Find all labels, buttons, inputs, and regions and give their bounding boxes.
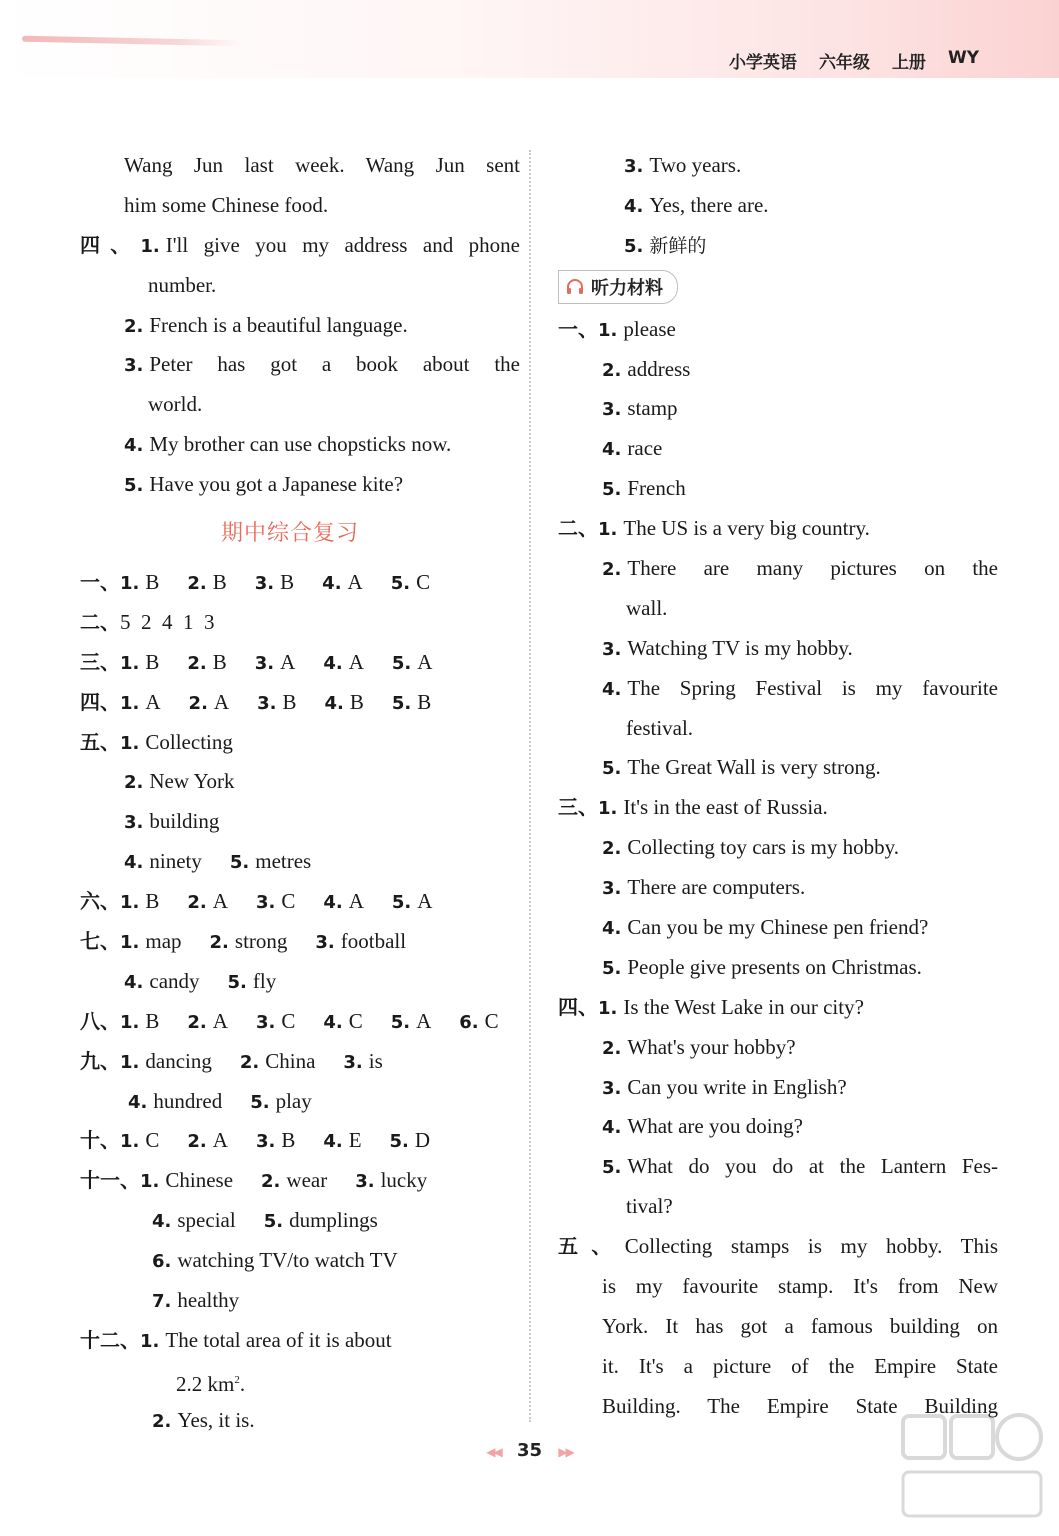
answer-line: 2. Yes, it is. <box>152 1407 255 1432</box>
listening-section-tag <box>558 270 678 304</box>
answer-line: 2. What's your hobby? <box>602 1034 796 1059</box>
answer-line: 3. Watching TV is my hobby. <box>602 635 853 660</box>
answer-line: 四、1. I'll give you my address and phone <box>80 232 520 257</box>
answer-line: 5. Have you got a Japanese kite? <box>124 472 404 497</box>
answer-line: 二、5 2 4 1 3 <box>80 609 215 634</box>
answer-line: him some Chinese food. <box>124 192 329 217</box>
answer-line: 五、1. Collecting <box>80 729 233 754</box>
double-right-arrow-icon: ▶▶ <box>558 1445 573 1459</box>
answer-line: Building. The Empire State Building <box>602 1393 998 1418</box>
answer-line: 4. What are you doing? <box>602 1114 803 1139</box>
answer-line: 十、1. C 2. A 3. B 4. E 5. D <box>80 1128 431 1153</box>
answer-line: 4. Can you be my Chinese pen friend? <box>602 915 929 940</box>
answer-line: 2. address <box>602 356 691 381</box>
right-column <box>558 146 998 1427</box>
answer-line: 三、1. B 2. B 3. A 4. A 5. A <box>80 649 433 674</box>
answer-line: 二、1. The US is a very big country. <box>558 516 870 541</box>
answer-line: 六、1. B 2. A 3. C 4. A 5. A <box>80 889 433 914</box>
double-left-arrow-icon: ◀◀ <box>486 1445 501 1459</box>
answer-line: York. It has got a famous building on <box>602 1313 998 1338</box>
header-edition: WY <box>947 48 979 68</box>
review-section-title: 期中综合复习 <box>220 521 359 547</box>
answer-line: is my favourite stamp. It's from New <box>602 1274 998 1299</box>
answer-line: 3. building <box>124 809 220 834</box>
answer-line: 2. There are many pictures on the <box>602 556 998 581</box>
answer-line: 2.2 $km^2$. <box>176 1371 246 1396</box>
header-info <box>729 48 979 73</box>
watermark-logo <box>897 1406 1047 1526</box>
answer-line: tival? <box>626 1194 673 1219</box>
answer-line: 三、1. It's in the east of Russia. <box>558 795 828 820</box>
answer-line: 4. My brother can use chopsticks now. <box>124 432 452 457</box>
answer-line: 5. 新鲜的 <box>624 234 707 257</box>
header-grade: 六年级 <box>818 53 870 73</box>
answer-line: 2. French is a beautiful language. <box>124 312 408 337</box>
listening-label: 听力材料 <box>591 277 663 299</box>
answer-line: it. It's a picture of the Empire State <box>602 1353 998 1378</box>
answer-line: 十二、1. The total area of it is about <box>80 1327 392 1352</box>
answer-line: 一、1. B 2. B 3. B 4. A 5. C <box>80 570 431 595</box>
answer-line: 4. race <box>602 436 663 461</box>
answer-line: wall. <box>626 595 668 620</box>
answer-line: 7. healthy <box>152 1288 240 1313</box>
answer-line: 一、1. please <box>558 316 676 341</box>
answer-line: festival. <box>626 715 694 740</box>
answer-line: 3. Peter has got a book about the <box>124 352 520 377</box>
answer-line: number. <box>148 272 217 297</box>
answer-line: 九、1. dancing 2. China 3. is <box>80 1048 383 1073</box>
answer-line: 5. The Great Wall is very strong. <box>602 755 881 780</box>
answer-line: Wang Jun last week. Wang Jun sent <box>124 153 520 177</box>
answer-line: 4. hundred 5. play <box>128 1088 312 1113</box>
answer-line: 八、1. B 2. A 3. C 4. C 5. A 6. C <box>80 1008 499 1033</box>
answer-line: 七、1. map 2. strong 3. football <box>80 929 407 954</box>
left-column <box>80 146 520 1441</box>
answer-line: 3. stamp <box>602 396 678 421</box>
answer-line: 5. What do you do at the Lantern Fes- <box>602 1154 998 1179</box>
page-number: 35 <box>516 1440 543 1461</box>
answer-line: 6. watching TV/to watch TV <box>152 1248 398 1273</box>
answer-line: 四、1. A 2. A 3. B 4. B 5. B <box>80 689 432 714</box>
answer-line: 4. candy 5. fly <box>124 968 277 993</box>
headphones-icon <box>565 277 585 297</box>
answer-line: 四、1. Is the West Lake in our city? <box>558 994 864 1019</box>
answer-line: 3. There are computers. <box>602 875 806 900</box>
answer-line: 4. special 5. dumplings <box>152 1208 378 1233</box>
answer-line: 十一、1. Chinese 2. wear 3. lucky <box>80 1168 428 1193</box>
column-divider <box>529 150 531 1422</box>
answer-line: 2. Collecting toy cars is my hobby. <box>602 835 899 860</box>
answer-line: 五、Collecting stamps is my hobby. This <box>558 1234 998 1259</box>
answer-line: 3. Two years. <box>624 153 742 177</box>
answer-line: 4. ninety 5. metres <box>124 849 312 874</box>
answer-line: 5. People give presents on Christmas. <box>602 954 922 979</box>
answer-line: 4. Yes, there are. <box>624 192 769 217</box>
answer-line: world. <box>148 392 203 417</box>
answer-line: 5. French <box>602 476 686 501</box>
header-subject: 小学英语 <box>728 53 797 73</box>
answer-line: 4. The Spring Festival is my favourite <box>602 675 998 700</box>
header-volume: 上册 <box>891 53 926 73</box>
answer-line: 3. Can you write in English? <box>602 1074 847 1099</box>
answer-line: 2. New York <box>124 769 235 794</box>
